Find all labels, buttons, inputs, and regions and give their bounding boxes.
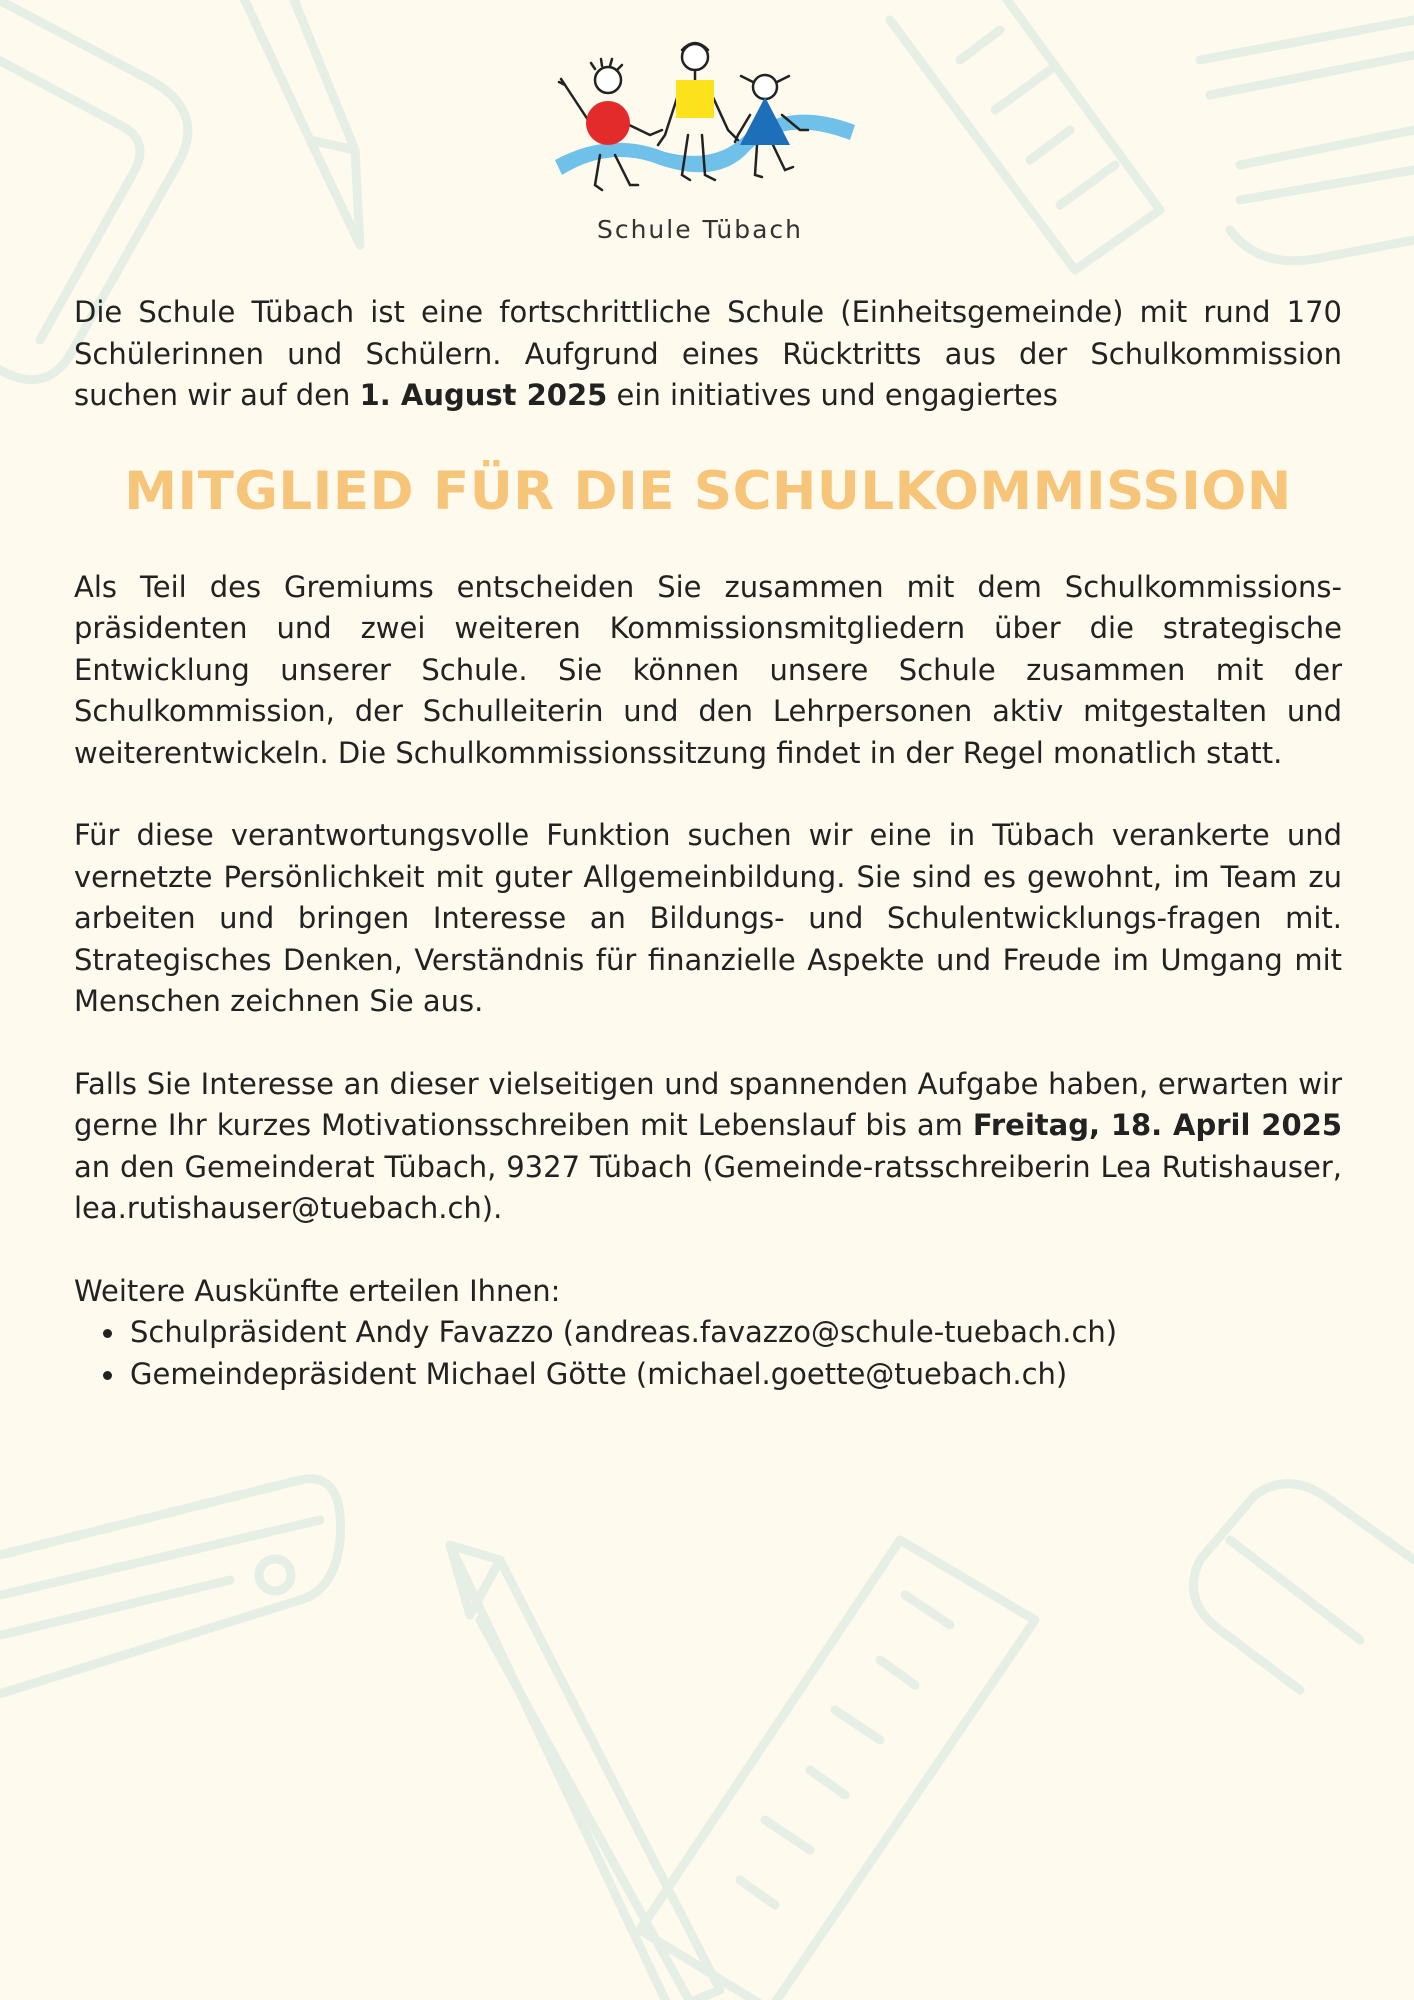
role-description-paragraph: Als Teil des Gremiums entscheiden Sie zusammen mit dem Schulkommissions-präsidenten und zwei weiteren Kommissionsmitgliedern über die strategische Entwicklung unserer Schule. Sie können unsere Schule zusammen mit der Schulkommission, der Schulleiterin und den Lehrpersonen aktiv mitgestalten und weiterentwickeln. Die Schulkommissionssitzung findet in der Regel monatlich statt.: [74, 569, 1342, 770]
contact-item: Gemeindepräsident Michael Götte (michael.goette@tuebach.ch): [130, 1354, 1342, 1396]
application-paragraph: [74, 1064, 1342, 1230]
posting-content: [74, 292, 1342, 1395]
application-deadline: Freitag, 18. April 2025: [972, 1108, 1342, 1142]
candidate-profile-paragraph: Für diese verantwortungsvolle Funktion suchen wir eine in Tübach verankerte und vernetzte Persönlichkeit mit guter Allgemeinbildung. Sie sind es gewohnt, im Team zu arbeiten und bringen Interesse an Bildungs- und Schulentwicklungs-fragen mit. Strategisches Denken, Verständnis für finanzielle Aspekte und Freude im Umgang mit Menschen zeichnen Sie aus.: [74, 818, 1342, 1018]
school-logo-name: Schule Tübach: [596, 215, 804, 244]
school-logo: [550, 35, 870, 250]
application-text-end: an den Gemeinderat Tübach, 9327 Tübach (Gemeinde-ratsschreiberin Lea Rutishauser, lea.rutishauser@tuebach.ch).: [74, 1149, 1342, 1225]
contacts-lead: Weitere Auskünfte erteilen Ihnen:: [74, 1273, 561, 1308]
intro-text-start: Die Schule Tübach ist eine fortschrittliche Schule (Einheitsgemeinde) mit rund 170 Schülerinnen und Schülern. Aufgrund eines Rücktritts aus der Schulkommission suchen wir auf den: [74, 295, 1342, 412]
application-text-start: Falls Sie Interesse an dieser vielseitigen und spannenden Aufgabe haben, erwarten wir gerne Ihr kurzes Motivationsschreiben mit Lebenslauf bis am: [74, 1066, 1342, 1142]
intro-text-end: ein initiatives und engagiertes: [607, 378, 1058, 412]
intro-paragraph: [74, 292, 1342, 417]
position-title: MITGLIED FÜR DIE SCHULKOMMISSION: [124, 460, 1292, 522]
contacts-list: [74, 1312, 1342, 1395]
start-date: 1. August 2025: [359, 378, 608, 412]
contact-item: Schulpräsident Andy Favazzo (andreas.favazzo@schule-tuebach.ch): [130, 1312, 1342, 1354]
children-holding-hands-logo-icon: [550, 35, 870, 215]
